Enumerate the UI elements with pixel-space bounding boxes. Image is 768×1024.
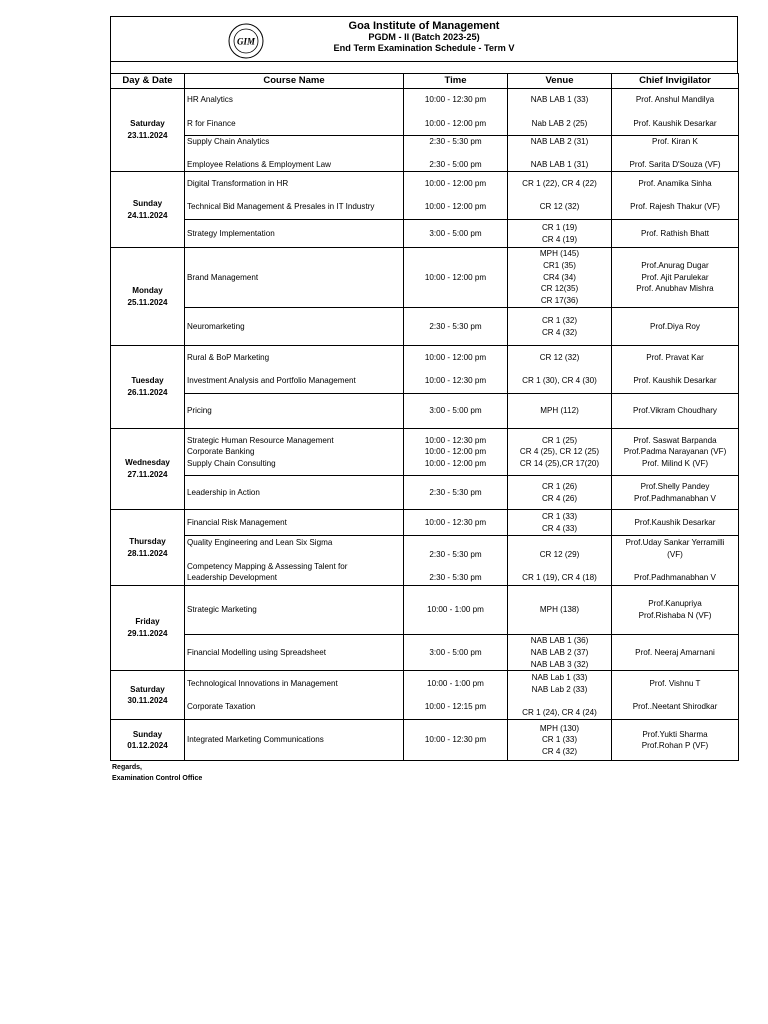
venue-cell-line: CR 4 (32) [541,327,578,337]
venue-cell-line: CR 12 (29) [539,549,580,559]
course-name-cell [185,586,404,635]
venue-cell-line [508,364,611,376]
exam-date: 01.12.2024 [127,741,168,751]
time-cell-line: 10:00 - 1:00 pm [427,605,484,615]
venue-cell-line: CR 1 (33) [541,735,578,745]
venue-cell-line: CR 12 (32) [539,353,580,363]
chief-invigilator-cell-line: Prof. Anamika Sinha [638,179,712,189]
chief-invigilator-cell-line: Prof.Shelly Pandey [640,481,710,491]
time-cell-line: 10:00 - 12:00 pm [424,179,487,189]
venue-cell [508,671,612,720]
footer-office: Examination Control Office [112,775,203,782]
venue-cell [508,172,612,220]
course-name-cell [185,635,404,671]
venue-cell-line: NAB LAB 1 (33) [530,95,589,105]
exam-date: 23.11.2024 [127,131,168,141]
venue-cell [508,635,612,671]
venue-cell-line: Nab LAB 2 (25) [531,118,588,128]
venue-cell [508,136,612,172]
time-cell-line: 2:30 - 5:30 pm [429,487,482,497]
course-name-cell-line: Supply Chain Consulting [187,458,276,468]
chief-invigilator-cell-line: Prof. Sarita D'Souza (VF) [629,160,721,170]
time-cell-line: 10:00 - 12:00 pm [424,272,487,282]
venue-cell-line: CR 4 (25), CR 12 (25) [519,447,600,457]
day-date-cell [111,346,185,429]
day-date-cell [111,429,185,510]
venue-cell-line: NAB LAB 3 (32) [530,659,589,669]
course-name-cell-line [187,190,403,202]
chief-invigilator-cell-line: Prof. Saswat Barpanda [633,435,717,445]
chief-invigilator-cell-line: Prof. Milind K (VF) [641,458,709,468]
table-row [111,429,739,476]
course-name-cell-line: Supply Chain Analytics [187,137,270,146]
time-cell [404,720,508,761]
course-name-cell-line: Rural & BoP Marketing [187,353,270,363]
institute-name: Goa Institute of Management [348,20,500,32]
course-name-cell-line: Strategic Marketing [187,605,257,615]
venue-cell-line: CR 12 (32) [539,202,580,212]
day-date-cell [111,172,185,248]
course-name-cell-line: Financial Modelling using Spreadsheet [187,647,327,657]
venue-cell-line: CR 14 (25),CR 17(20) [519,458,600,468]
venue-cell-line: CR 4 (33) [541,523,578,533]
chief-invigilator-cell-line: Prof. Pravat Kar [646,353,704,363]
course-name-cell [185,220,404,248]
chief-invigilator-cell-line [612,106,738,118]
time-cell-line: 10:00 - 12:00 pm [424,447,487,457]
time-cell-line [404,537,507,549]
venue-cell-line: CR 1 (25) [541,435,578,445]
time-cell-line: 2:30 - 5:30 pm [429,573,482,583]
venue-cell-line: CR 1 (30), CR 4 (30) [522,376,597,386]
course-name-cell-line [187,148,403,160]
venue-cell-line: MPH (145) [539,249,580,259]
venue-cell [508,220,612,248]
venue-cell-line: MPH (130) [539,723,580,733]
venue-cell-line: CR 4 (32) [541,747,578,757]
time-cell-line: 2:30 - 5:30 pm [429,137,482,146]
venue-cell-line: CR4 (34) [543,272,576,282]
column-header-chief-invigilator: Chief Invigilator [612,74,739,89]
time-cell [404,394,508,429]
schedule-title: End Term Examination Schedule - Term V [333,43,515,53]
exam-date: 27.11.2024 [127,470,168,480]
course-name-cell [185,536,404,586]
chief-invigilator-cell-line: Prof. Anshul Mandilya [635,95,715,105]
venue-cell-line [508,537,611,549]
course-name-cell-line: Corporate Taxation [187,702,256,712]
chief-invigilator-cell-line [612,148,738,160]
chief-invigilator-cell-line: Prof. Neeraj Amarnani [635,647,715,657]
chief-invigilator-cell-line: Prof.Kaushik Desarkar [634,517,716,527]
table-row [111,220,739,248]
time-cell-line: 10:00 - 12:00 pm [424,202,487,212]
venue-cell-line: CR 1 (22), CR 4 (22) [522,179,597,189]
course-name-cell-line: Leadership Development [187,573,277,583]
time-cell-line: 10:00 - 12:30 pm [424,376,487,386]
chief-invigilator-cell-line: Prof.Padhmanabhan V [634,493,716,503]
day-name: Saturday [130,119,165,129]
time-cell [404,586,508,635]
chief-invigilator-cell-line: Prof.Anurag Dugar [641,261,709,271]
chief-invigilator-cell-line: Prof. Anubhav Mishra [636,284,714,294]
time-cell-line: 3:00 - 5:00 pm [429,228,482,238]
venue-cell-line: CR 17(36) [540,296,579,306]
chief-invigilator-cell-line [612,561,738,573]
chief-invigilator-cell-line: Prof.Uday Sankar Yerramilli [625,538,725,548]
venue-cell-line: CR 12(35) [540,284,579,294]
time-cell [404,136,508,172]
course-name-cell [185,172,404,220]
day-name: Monday [132,285,163,295]
venue-cell-line: NAB LAB 1 (31) [530,160,589,170]
day-name: Sunday [132,729,163,739]
chief-invigilator-cell [612,671,739,720]
course-name-cell-line: Corporate Banking [187,447,255,457]
exam-date: 24.11.2024 [127,210,168,220]
chief-invigilator-cell-line: Prof.Padma Narayanan (VF) [623,447,727,457]
time-cell [404,346,508,394]
course-name-cell [185,308,404,346]
table-row [111,720,739,761]
exam-schedule-table [110,73,739,761]
course-name-cell-line: Neuromarketing [187,321,245,331]
course-name-cell [185,136,404,172]
chief-invigilator-cell [612,720,739,761]
venue-cell [508,536,612,586]
day-date-cell [111,671,185,720]
time-cell-line: 10:00 - 12:30 pm [424,95,487,105]
table-row [111,536,739,586]
chief-invigilator-cell [612,586,739,635]
table-row [111,476,739,510]
table-row [111,308,739,346]
venue-cell-line: NAB LAB 2 (37) [530,647,589,657]
venue-cell-line: NAB LAB 2 (31) [530,137,589,146]
time-cell-line: 10:00 - 12:00 pm [424,458,487,468]
venue-cell-line: MPH (138) [539,605,580,615]
chief-invigilator-cell-line [612,364,738,376]
time-cell [404,476,508,510]
column-header-time: Time [404,74,508,89]
venue-cell [508,476,612,510]
time-cell-line: 2:30 - 5:00 pm [429,160,482,170]
chief-invigilator-cell-line: Prof.Yukti Sharma [642,729,708,739]
time-cell [404,536,508,586]
course-name-cell [185,89,404,136]
course-name-cell-line: Competency Mapping & Assessing Talent for [187,561,348,571]
course-name-cell-line [187,689,403,701]
chief-invigilator-cell-line: Prof. Vishnu T [649,678,701,688]
time-cell-line [404,561,507,573]
time-cell-line: 10:00 - 12:30 pm [424,435,487,445]
program-title: PGDM - II (Batch 2023-25) [368,32,480,42]
course-name-cell [185,476,404,510]
chief-invigilator-cell-line: (VF) [667,549,683,559]
venue-cell [508,720,612,761]
course-name-cell-line: Pricing [187,406,212,416]
svg-text:GIM: GIM [236,36,256,47]
chief-invigilator-cell-line: Prof.Rishaba N (VF) [638,611,712,621]
course-name-cell-line: Integrated Marketing Communications [187,735,324,745]
chief-invigilator-cell [612,476,739,510]
course-name-cell-line [187,106,403,118]
chief-invigilator-cell-line: Prof..Neetant Shirodkar [632,702,718,712]
column-header-course-name: Course Name [185,74,404,89]
chief-invigilator-cell-line [612,689,738,701]
venue-cell-line [508,106,611,118]
day-name: Saturday [130,684,165,694]
venue-cell-line: CR 4 (26) [541,493,578,503]
exam-date: 28.11.2024 [127,548,168,558]
day-date-cell [111,89,185,172]
chief-invigilator-cell-line: Prof.Rohan P (VF) [641,741,709,751]
table-row [111,671,739,720]
course-name-cell-line: Leadership in Action [187,487,260,497]
time-cell-line [404,689,507,701]
time-cell-line [404,106,507,118]
schedule-body [111,89,739,761]
chief-invigilator-cell [612,510,739,536]
venue-cell-line: CR1 (35) [543,261,576,271]
chief-invigilator-cell [612,136,739,172]
time-cell-line: 10:00 - 12:30 pm [424,517,487,527]
table-row [111,172,739,220]
course-name-cell-line [187,549,403,561]
course-name-cell-line: Digital Transformation in HR [187,179,289,189]
table-row [111,89,739,136]
schedule-sheet [110,16,738,761]
venue-cell-line: NAB Lab 2 (33) [531,684,588,694]
header-spacer [110,62,738,73]
day-date-cell [111,586,185,671]
table-row [111,394,739,429]
chief-invigilator-cell [612,248,739,308]
venue-cell-line: CR 1 (19) [541,222,578,232]
table-row [111,635,739,671]
day-date-cell [111,248,185,346]
venue-cell [508,429,612,476]
course-name-cell-line: Technological Innovations in Management [187,678,338,688]
course-name-cell [185,429,404,476]
course-name-cell-line: Financial Risk Management [187,517,287,527]
footer-regards: Regards, [112,764,142,771]
venue-cell-line: CR 1 (32) [541,315,578,325]
time-cell [404,89,508,136]
chief-invigilator-cell [612,429,739,476]
time-cell-line [404,148,507,160]
exam-date: 25.11.2024 [127,297,168,307]
course-name-cell [185,720,404,761]
chief-invigilator-cell-line: Prof.Diya Roy [650,321,700,331]
exam-date: 26.11.2024 [127,388,168,398]
day-name: Wednesday [125,458,170,468]
course-name-cell [185,510,404,536]
venue-cell-line: CR 1 (24), CR 4 (24) [522,707,597,717]
venue-cell-line: CR 4 (19) [541,234,578,244]
time-cell-line: 10:00 - 12:00 pm [424,118,487,128]
course-name-cell [185,248,404,308]
venue-cell [508,308,612,346]
table-header-row [111,74,739,89]
time-cell [404,429,508,476]
day-name: Sunday [132,198,163,208]
time-cell [404,248,508,308]
table-row [111,586,739,635]
chief-invigilator-cell-line: Prof.Kanupriya [648,599,702,609]
venue-cell-line: CR 1 (33) [541,511,578,521]
course-name-cell-line: Employee Relations & Employment Law [187,160,331,170]
course-name-cell [185,394,404,429]
time-cell-line: 10:00 - 12:15 pm [424,702,487,712]
time-cell-line [404,190,507,202]
chief-invigilator-cell [612,536,739,586]
chief-invigilator-cell-line: Prof.Padhmanabhan V [634,573,716,583]
chief-invigilator-cell-line: Prof. Kaushik Desarkar [633,118,717,128]
venue-cell-line [508,148,611,160]
time-cell [404,220,508,248]
course-name-cell-line: Brand Management [187,272,259,282]
course-name-cell [185,346,404,394]
chief-invigilator-cell-line: Prof.Vikram Choudhary [633,406,717,416]
time-cell-line: 10:00 - 1:00 pm [427,678,484,688]
course-name-cell-line: R for Finance [187,118,236,128]
venue-cell-line [508,561,611,573]
time-cell [404,510,508,536]
exam-date: 29.11.2024 [127,629,168,639]
chief-invigilator-cell [612,172,739,220]
course-name-cell-line: HR Analytics [187,95,233,105]
chief-invigilator-cell-line: Prof. Kaushik Desarkar [633,376,717,386]
venue-cell-line: NAB Lab 1 (33) [531,672,588,682]
time-cell-line: 10:00 - 12:00 pm [424,353,487,363]
time-cell-line: 2:30 - 5:30 pm [429,321,482,331]
document-header [110,16,738,62]
chief-invigilator-cell [612,220,739,248]
table-row [111,346,739,394]
time-cell [404,671,508,720]
time-cell [404,172,508,220]
chief-invigilator-cell-line: Prof. Ajit Parulekar [641,272,709,282]
venue-cell [508,89,612,136]
table-row [111,510,739,536]
course-name-cell-line: Strategy Implementation [187,228,275,238]
venue-cell [508,586,612,635]
course-name-cell-line [187,364,403,376]
chief-invigilator-cell [612,308,739,346]
chief-invigilator-cell-line: Prof. Kiran K [652,137,698,146]
chief-invigilator-cell-line: Prof. Rajesh Thakur (VF) [630,202,720,212]
chief-invigilator-cell [612,394,739,429]
table-row [111,136,739,172]
venue-cell [508,394,612,429]
venue-cell [508,510,612,536]
chief-invigilator-cell-line: Prof. Rathish Bhatt [641,228,709,238]
institute-logo-icon [228,23,264,59]
column-header-day-date: Day & Date [111,74,185,89]
course-name-cell-line: Technical Bid Management & Presales in IT Industry [187,202,375,212]
time-cell-line: 10:00 - 12:30 pm [424,735,487,745]
day-name: Thursday [129,536,166,546]
venue-cell-line: NAB LAB 1 (36) [530,636,589,646]
column-header-venue: Venue [508,74,612,89]
venue-cell [508,346,612,394]
chief-invigilator-cell [612,346,739,394]
course-name-cell-line: Quality Engineering and Lean Six Sigma [187,538,333,548]
venue-cell-line: MPH (112) [540,406,579,416]
time-cell [404,635,508,671]
course-name-cell-line: Strategic Human Resource Management [187,435,334,445]
course-name-cell [185,671,404,720]
chief-invigilator-cell [612,635,739,671]
exam-date: 30.11.2024 [127,696,168,706]
time-cell-line: 3:00 - 5:00 pm [429,647,482,657]
day-date-cell [111,720,185,761]
day-name: Friday [135,617,160,627]
venue-cell-line [508,695,611,707]
time-cell-line: 2:30 - 5:30 pm [429,549,482,559]
day-date-cell [111,510,185,586]
footer [112,762,202,784]
venue-cell-line: CR 1 (19), CR 4 (18) [522,573,597,583]
venue-cell-line: CR 1 (26) [541,481,578,491]
time-cell [404,308,508,346]
course-name-cell-line: Investment Analysis and Portfolio Management [187,376,356,386]
table-row [111,248,739,308]
venue-cell [508,248,612,308]
venue-cell-line [508,190,611,202]
chief-invigilator-cell [612,89,739,136]
time-cell-line [404,364,507,376]
day-name: Tuesday [131,376,164,386]
chief-invigilator-cell-line [612,190,738,202]
time-cell-line: 3:00 - 5:00 pm [429,406,482,416]
